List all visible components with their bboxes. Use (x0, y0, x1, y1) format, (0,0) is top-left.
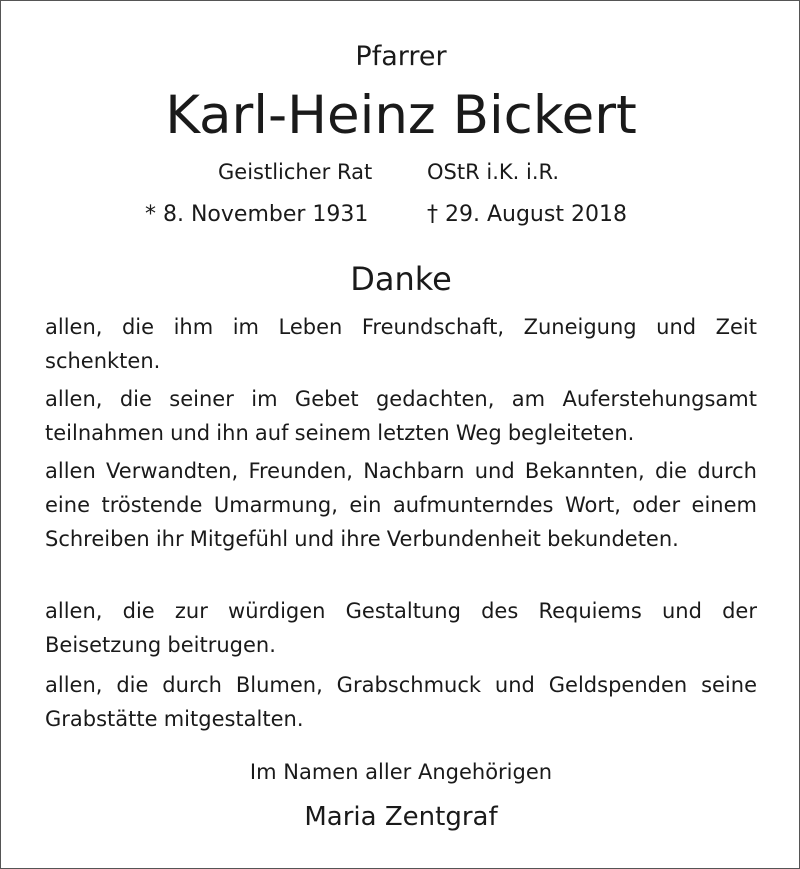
closing-line: Im Namen aller Angehörigen (249, 760, 553, 784)
thanks-paragraph: allen, die durch Blumen, Grabschmuck und Geldspenden seine Grabstätte mitgestalten. (45, 673, 757, 731)
thanks-paragraph: allen Verwandten, Freunden, Nachbarn und Bekannten, die durch eine tröstende Umarmung, ein aufmunterndes Wort, oder einem Schreiben ihr Mitgefühl und ihre Verbundenheit bekundeten. (45, 459, 757, 551)
honorary-title: Geistlicher Rat (218, 160, 373, 184)
thanks-paragraph: allen, die seiner im Gebet gedachten, am Auferstehungsamt teilnahmen und ihn auf seinem letzten Weg begleiteten. (45, 387, 757, 445)
thanks-paragraph: allen, die ihm im Leben Freundschaft, Zuneigung und Zeit schenkten. (45, 315, 757, 373)
birth-date: * 8. November 1931 (145, 202, 369, 227)
signature-name: Maria Zentgraf (304, 802, 498, 832)
heading-thanks: Danke (350, 260, 452, 298)
thanks-paragraph: allen, die zur würdigen Gestaltung des Requiems und der Beisetzung beitrugen. (45, 599, 757, 657)
death-date: † 29. August 2018 (427, 202, 627, 227)
academic-title: OStR i.K. i.R. (427, 160, 560, 184)
deceased-name: Karl-Heinz Bickert (165, 85, 637, 146)
role-title: Pfarrer (355, 41, 447, 72)
